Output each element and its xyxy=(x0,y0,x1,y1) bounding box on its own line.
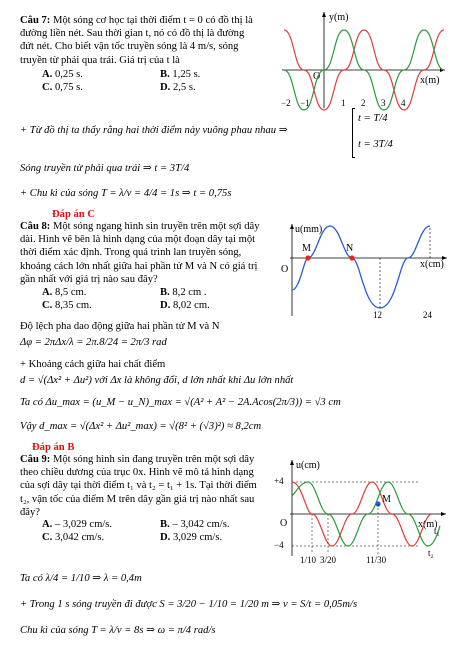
q8-solution-4: d = √(Δx² + Δu²) với Δx là không đổi, d lớn nhất khi Δu lớn nhất xyxy=(20,375,294,386)
q7-x-label: x(m) xyxy=(420,75,440,86)
q8-question xyxy=(20,220,280,286)
q9-line-4: t₂, vận tốc của điểm M trên dây gần giá trị nào nhất sau xyxy=(20,493,255,505)
q9-line-1: Một sóng hình sin đang truyền trên một sợi dây xyxy=(52,454,255,465)
q8-solution-5: Ta có Δu_max = (u_M − u_N)_max = √(A² + A² − 2A.Acos(2π/3)) = √3 cm xyxy=(20,397,341,408)
q9-y-label: u(cm) xyxy=(296,460,320,471)
q8-origin: O xyxy=(281,264,289,275)
q7-wave-figure xyxy=(280,8,450,112)
q8-label-m: M xyxy=(302,243,311,254)
q9-option-a[interactable]: A. – 3,029 cm/s. xyxy=(42,519,113,530)
q7-origin: O xyxy=(313,71,321,82)
q7-tick-m1: −1 xyxy=(300,98,310,108)
q8-tick-24: 24 xyxy=(423,310,432,320)
q9-label-m: M xyxy=(382,494,391,505)
q9-line-3: của sợi dây tại thời điểm t₁ và t₂ = t₁ + 1s. Tại thời điểm xyxy=(20,480,257,492)
q9-label: Câu 9: xyxy=(20,454,51,465)
q8-point-m xyxy=(305,255,310,260)
q7-label: Câu 7: xyxy=(20,15,51,26)
q9-solution-3: Chu kì của sóng T = λ/v = 8s ⇒ ω = π/4 rad/s xyxy=(20,625,216,636)
q7-solution-3: + Chu kì của sóng T = λ/v = 4/4 = 1s ⇒ t = 0,75s xyxy=(20,188,232,199)
q8-option-a[interactable]: A. 8,5 cm. xyxy=(42,287,87,298)
q9-option-d[interactable]: D. 3,029 cm/s. xyxy=(160,532,223,543)
q7-brace xyxy=(352,108,355,158)
q7-option-a[interactable]: A. 0,25 s. xyxy=(42,69,83,80)
q9-question xyxy=(20,453,282,519)
q7-solution-1: + Từ đồ thị ta thấy rằng hai thời điểm này vuông phau nhau ⇒ xyxy=(20,125,288,136)
q7-case-2: t = 3T/4 xyxy=(358,139,393,150)
q9-label-t2: t₂ xyxy=(428,548,434,558)
q8-point-n xyxy=(349,255,354,260)
q7-line-3: đứt nét. Cho biết vận tốc truyền sóng là 4 m/s, sóng xyxy=(20,41,239,53)
q9-tick-2: 3/20 xyxy=(320,555,337,565)
q7-answer: Đáp án C xyxy=(52,209,95,220)
q9-option-c[interactable]: C. 3,042 cm/s. xyxy=(42,532,105,543)
q7-option-d[interactable]: D. 2,5 s. xyxy=(160,82,196,93)
q7-option-b[interactable]: B. 1,25 s. xyxy=(160,69,201,80)
q8-solution-6: Vậy d_max = √(Δx² + Δu²_max) = √(8² + (√3)²) ≈ 8,2cm xyxy=(20,421,262,432)
q8-label: Câu 8: xyxy=(20,221,51,232)
q9-label-t1: t₁ xyxy=(434,526,440,536)
q8-solution-1: Độ lệch pha dao động giữa hai phần tử M và N xyxy=(20,321,220,332)
q7-line-1: Một sóng cơ học tại thời điểm t = 0 có đồ thị là xyxy=(52,15,253,26)
q8-line-4: khoảng cách lớn nhất giữa hai phần tử M và N có giá trị xyxy=(20,260,258,272)
q7-line-4: truyền từ phải qua trái. Giá trị của t là xyxy=(20,54,180,66)
q9-tick-1: 1/10 xyxy=(300,555,317,565)
q7-case-1: t = T/4 xyxy=(358,113,388,124)
q9-x-label: x(m) xyxy=(418,519,438,530)
q7-line-2: đường liền nét. Sau thời gian t, nó có đồ thị là đường xyxy=(20,28,245,40)
q8-line-5: gần nhất với giá trị nào sau đây? xyxy=(20,273,158,285)
q8-line-3: thời điểm xác định. Trong quá trình lan truyền sóng, xyxy=(20,247,242,259)
q8-line-1: Một sóng ngang hình sin truyền trên một sợi dây xyxy=(52,221,260,232)
q9-solution-1: Ta có λ/4 = 1/10 ⇒ λ = 0,4m xyxy=(20,573,142,584)
q8-solution-3: + Khoảng cách giữa hai chất điểm xyxy=(20,359,166,370)
q9-solution-2: + Trong 1 s sóng truyền đi được S = 3/20 − 1/10 = 1/20 m ⇒ v = S/t = 0,05m/s xyxy=(20,599,358,610)
q7-tick-m2: −2 xyxy=(281,98,291,108)
q7-solution-2: Sóng truyền từ phải qua trái ⇒ t = 3T/4 xyxy=(20,163,190,174)
q9-y-max: +4 xyxy=(274,476,284,486)
q8-option-d[interactable]: D. 8,02 cm. xyxy=(160,300,210,311)
q7-tick-4: 4 xyxy=(401,98,406,108)
q9-option-b[interactable]: B. – 3,042 cm/s. xyxy=(160,519,230,530)
q8-solution-2: Δφ = 2πΔx/λ = 2π.8/24 = 2π/3 rad xyxy=(20,337,167,348)
q8-wave-figure xyxy=(280,220,450,320)
q9-y-min: −4 xyxy=(274,540,284,550)
q9-line-2: theo chiều dương của trục 0x. Hình vẽ mô tả hình dạng xyxy=(20,467,254,479)
q9-line-5: đây? xyxy=(20,506,40,518)
q8-answer: Đáp án B xyxy=(32,442,75,453)
q8-tick-12: 12 xyxy=(373,310,382,320)
q7-y-label: y(m) xyxy=(329,12,349,23)
q8-wave xyxy=(292,226,430,308)
q7-question xyxy=(20,14,282,67)
q8-y-label: u(mm) xyxy=(295,224,323,235)
q8-line-2: dài. Hình vẽ bên là hình dạng của một đoạn dây tại một xyxy=(20,234,256,246)
q8-x-label: x(cm) xyxy=(420,259,444,270)
q8-option-b[interactable]: B. 8,2 cm . xyxy=(160,287,207,298)
q7-option-c[interactable]: C. 0,75 s. xyxy=(42,82,83,93)
q9-wave-figure xyxy=(270,456,450,566)
q8-label-n: N xyxy=(346,243,354,254)
q9-origin: O xyxy=(280,518,288,529)
q7-tick-1: 1 xyxy=(341,98,346,108)
q7-tick-2: 2 xyxy=(361,98,366,108)
q7-tick-3: 3 xyxy=(381,98,386,108)
q8-option-c[interactable]: C. 8,35 cm. xyxy=(42,300,92,311)
q9-tick-3: 11/30 xyxy=(366,555,387,565)
